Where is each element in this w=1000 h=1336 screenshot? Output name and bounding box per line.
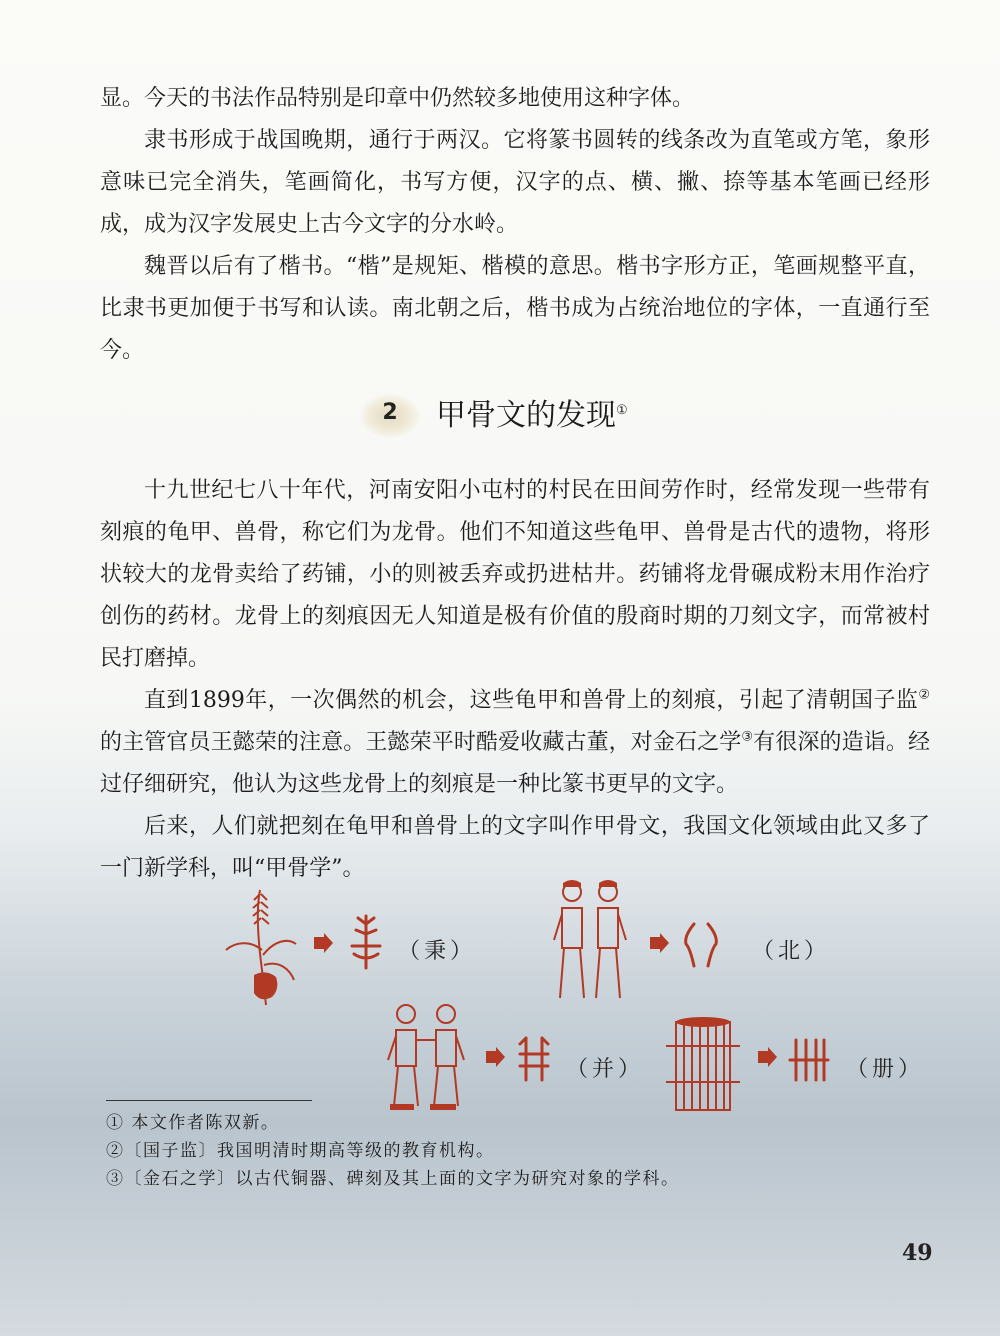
footnote-divider bbox=[106, 1100, 312, 1101]
section-heading bbox=[360, 388, 720, 448]
top-paragraph-1: 显。今天的书法作品特别是印章中仍然较多地使用这种字体。 bbox=[100, 86, 695, 111]
section-title bbox=[436, 396, 628, 436]
footnote-ref-2: ② bbox=[918, 687, 930, 703]
top-paragraph-3: 魏晋以后有了楷书。“楷”是规矩、楷模的意思。楷书字形方正，笔画规整平直，比隶书更加便于书写和认读。南北朝之后，楷书成为占统治地位的字体，一直通行至今。 bbox=[100, 254, 930, 363]
bamboo-slips-bundle-icon bbox=[662, 1016, 744, 1116]
page-number: 49 bbox=[902, 1240, 933, 1266]
wheat-in-hand-icon bbox=[220, 880, 300, 1020]
char-label-bei: （北） bbox=[752, 939, 831, 964]
arrow-right-icon bbox=[756, 1046, 778, 1068]
section-title-text: 甲骨文的发现 bbox=[436, 398, 616, 433]
body-paragraph-3: 后来，人们就把刻在龟甲和兽骨上的文字叫作甲骨文，我国文化领域由此又多了一门新学科，叫“甲骨学”。 bbox=[100, 814, 930, 881]
top-paragraph-2: 隶书形成于战国晚期，通行于两汉。它将篆书圆转的线条改为直笔或方笔，象形意味已完全消失，笔画简化，书写方便，汉字的点、横、撇、捺等基本笔画已经形成，成为汉字发展史上古今文字的分水岭。 bbox=[100, 128, 930, 237]
footnote-1: ① 本文作者陈双新。 bbox=[106, 1113, 280, 1133]
oracle-glyph-ce-icon bbox=[786, 1036, 830, 1084]
section-number: 2 bbox=[382, 400, 398, 425]
body-paragraph-2-part-b: 的主管官员王懿荣的注意。王懿荣平时酷爱收藏古董，对金石之学 bbox=[100, 730, 742, 755]
section-number-badge bbox=[360, 394, 420, 438]
section-title-footnote-mark: ① bbox=[616, 403, 628, 418]
two-people-back-to-back-icon bbox=[550, 878, 630, 1008]
two-people-side-by-side-icon bbox=[382, 1000, 472, 1112]
oracle-glyph-bing2-icon bbox=[514, 1034, 554, 1084]
body-paragraph-2-part-a: 直到1899年，一次偶然的机会，这些龟甲和兽骨上的刻痕，引起了清朝国子监 bbox=[144, 688, 919, 713]
body-paragraph-2-part-c: 有很深的造诣。经过仔细研究，他认为这些龙骨上的刻痕是一种比篆书更早的文字。 bbox=[100, 730, 930, 797]
arrow-right-icon bbox=[648, 932, 670, 954]
body-paragraph-1: 十九世纪七八十年代，河南安阳小屯村的村民在田间劳作时，经常发现一些带有刻痕的龟甲、兽骨，称它们为龙骨。他们不知道这些龟甲、兽骨是古代的遗物，将形状较大的龙骨卖给了药铺，小的则被丢弃或扔进枯井。药铺将龙骨碾成粉末用作治疗创伤的药材。龙骨上的刻痕因无人知道是极有价值的殷商时期的刀刻文字，而常被村民打磨掉。 bbox=[100, 478, 930, 671]
body-paragraph-2 bbox=[100, 680, 930, 806]
char-label-ce: （册） bbox=[846, 1057, 925, 1082]
arrow-right-icon bbox=[484, 1046, 506, 1068]
footnote-3: ③〔金石之学〕以古代铜器、碑刻及其上面的文字为研究对象的学科。 bbox=[106, 1169, 680, 1189]
char-label-bing: （秉） bbox=[398, 939, 477, 964]
footnote-ref-3: ③ bbox=[741, 729, 754, 745]
char-label-bing2: （并） bbox=[566, 1057, 645, 1082]
oracle-glyph-bei-icon bbox=[678, 918, 724, 970]
oracle-glyph-bing-icon bbox=[346, 912, 386, 972]
footnote-2: ②〔国子监〕我国明清时期高等级的教育机构。 bbox=[106, 1141, 495, 1161]
arrow-right-icon bbox=[312, 932, 334, 954]
